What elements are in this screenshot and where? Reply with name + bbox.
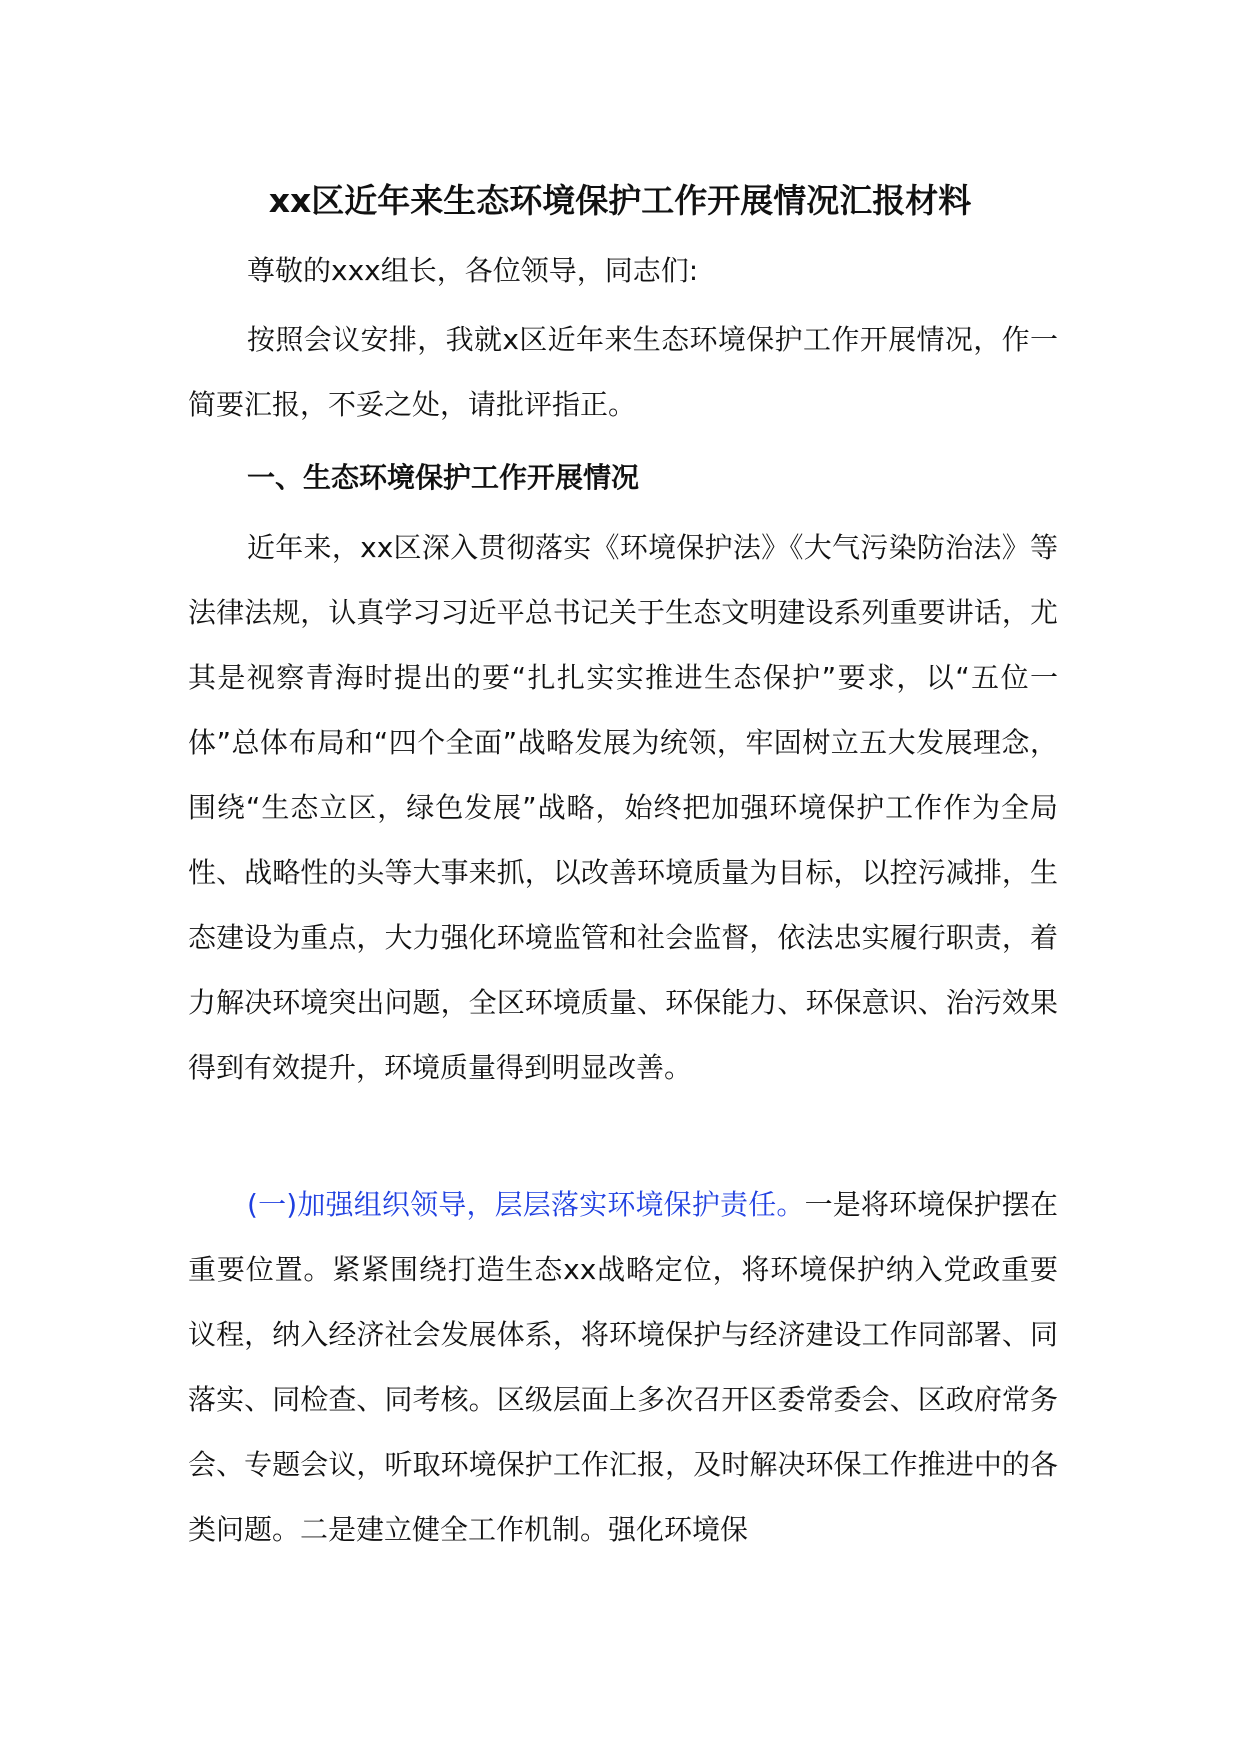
section-body-paragraph: 近年来，xx区深入贯彻落实《环境保护法》《大气污染防治法》等法律法规，认真学习习近平总书记关于生态文明建设系列重要讲话，尤其是视察青海时提出的要“扎扎实实推进生态保护”要求，以“五位一体”总体布局和“四个全面”战略发展为统领，牢固树立五大发展理念，围绕“生态立区，绿色发展”战略，始终把加强环境保护工作作为全局性、战略性的头等大事来抓，以改善环境质量为目标，以控污减排，生态建设为重点，大力强化环境监管和社会监督，依法忠实履行职责，着力解决环境突出问题，全区环境质量、环保能力、环保意识、治污效果得到有效提升，环境质量得到明显改善。: [188, 531, 1058, 1084]
subsection-body: 一是将环境保护摆在重要位置。紧紧围绕打造生态xx战略定位，将环境保护纳入党政重要议程，纳入经济社会发展体系，将环境保护与经济建设工作同部署、同落实、同检查、同考核。区级层面上多次召开区委常委会、区政府常务会、专题会议，听取环境保护工作汇报，及时解决环保工作推进中的各类问题。二是建立健全工作机制。强化环境保: [188, 1188, 1058, 1546]
salutation: 尊敬的xxx组长，各位领导，同志们:: [247, 254, 699, 287]
subsection-heading: (一)加强组织领导，层层落实环境保护责任。: [247, 1188, 805, 1221]
document-title: xx区近年来生态环境保护工作开展情况汇报材料: [268, 181, 972, 220]
subsection-paragraph: [188, 1172, 1058, 1562]
section-heading: 一、生态环境保护工作开展情况: [247, 461, 640, 494]
intro-paragraph: 按照会议安排，我就x区近年来生态环境保护工作开展情况，作一简要汇报，不妥之处，请批评指正。: [188, 323, 1058, 421]
